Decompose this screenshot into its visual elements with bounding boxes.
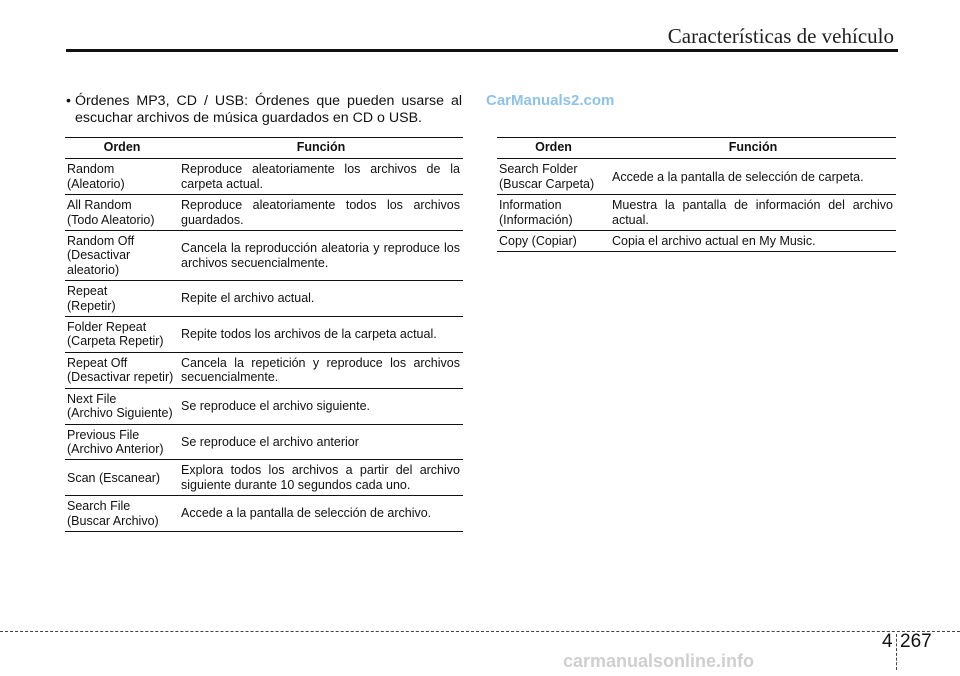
order-cell: Previous File (Archivo Anterior): [65, 424, 179, 460]
function-cell: Cancela la reproducción aleatoria y reproduce los archivos secuencialmente.: [179, 231, 463, 281]
commands-table-left: [65, 137, 463, 532]
function-cell: Accede a la pantalla de selección de archivo.: [179, 496, 463, 532]
order-cell: Copy (Copiar): [497, 231, 610, 252]
watermark-bottom[interactable]: carmanualsonline.info: [563, 651, 755, 671]
table-row: [497, 231, 896, 252]
order-cell: Next File (Archivo Siguiente): [65, 388, 179, 424]
order-cell: Information (Información): [497, 195, 610, 231]
function-cell: Se reproduce el archivo siguiente.: [179, 388, 463, 424]
function-cell: Cancela la repetición y reproduce los archivos secuencialmente.: [179, 352, 463, 388]
header-rule: [66, 49, 898, 52]
order-cell: Search File (Buscar Archivo): [65, 496, 179, 532]
column-header-function: Función: [610, 138, 896, 159]
order-cell: Random Off (Desactivar aleatorio): [65, 231, 179, 281]
table-row: [497, 159, 896, 195]
function-cell: Repite todos los archivos de la carpeta actual.: [179, 317, 463, 353]
function-cell: Reproduce aleatoriamente los archivos de la carpeta actual.: [179, 159, 463, 195]
order-cell: Folder Repeat (Carpeta Repetir): [65, 317, 179, 353]
footer-dashed-rule: [0, 631, 960, 632]
commands-table-right: [497, 137, 896, 252]
function-cell: Explora todos los archivos a partir del archivo siguiente durante 10 segundos cada uno.: [179, 460, 463, 496]
table-row: [65, 496, 463, 532]
page-number: 267: [900, 631, 932, 652]
header-title: Características de vehículo: [667, 24, 894, 48]
table-row: [65, 159, 463, 195]
table-row: [65, 352, 463, 388]
function-cell: Muestra la pantalla de información del archivo actual.: [610, 195, 896, 231]
table-row: [65, 424, 463, 460]
function-cell: Copia el archivo actual en My Music.: [610, 231, 896, 252]
intro-paragraph: [66, 93, 462, 127]
table-row: [65, 317, 463, 353]
column-header-order: Orden: [497, 138, 610, 159]
table-row: [65, 195, 463, 231]
column-header-order: Orden: [65, 138, 179, 159]
intro-text: Órdenes MP3, CD / USB: Órdenes que pueden usarse al escuchar archivos de música guardados en CD o USB.: [75, 93, 462, 126]
chapter-number: 4: [882, 631, 893, 652]
watermark-top[interactable]: CarManuals2.com: [486, 92, 615, 109]
table-row: [65, 388, 463, 424]
order-cell: Repeat (Repetir): [65, 281, 179, 317]
table-row: [497, 195, 896, 231]
order-cell: Random (Aleatorio): [65, 159, 179, 195]
function-cell: Accede a la pantalla de selección de carpeta.: [610, 159, 896, 195]
order-cell: All Random (Todo Aleatorio): [65, 195, 179, 231]
order-cell: Search Folder (Buscar Carpeta): [497, 159, 610, 195]
function-cell: Se reproduce el archivo anterior: [179, 424, 463, 460]
function-cell: Reproduce aleatoriamente todos los archivos guardados.: [179, 195, 463, 231]
bullet-icon: •: [66, 93, 71, 109]
column-header-function: Función: [179, 138, 463, 159]
order-cell: Scan (Escanear): [65, 460, 179, 496]
table-row: [65, 460, 463, 496]
order-cell: Repeat Off (Desactivar repetir): [65, 352, 179, 388]
table-row: [65, 281, 463, 317]
table-row: [65, 231, 463, 281]
page-number-separator: [896, 634, 897, 670]
function-cell: Repite el archivo actual.: [179, 281, 463, 317]
